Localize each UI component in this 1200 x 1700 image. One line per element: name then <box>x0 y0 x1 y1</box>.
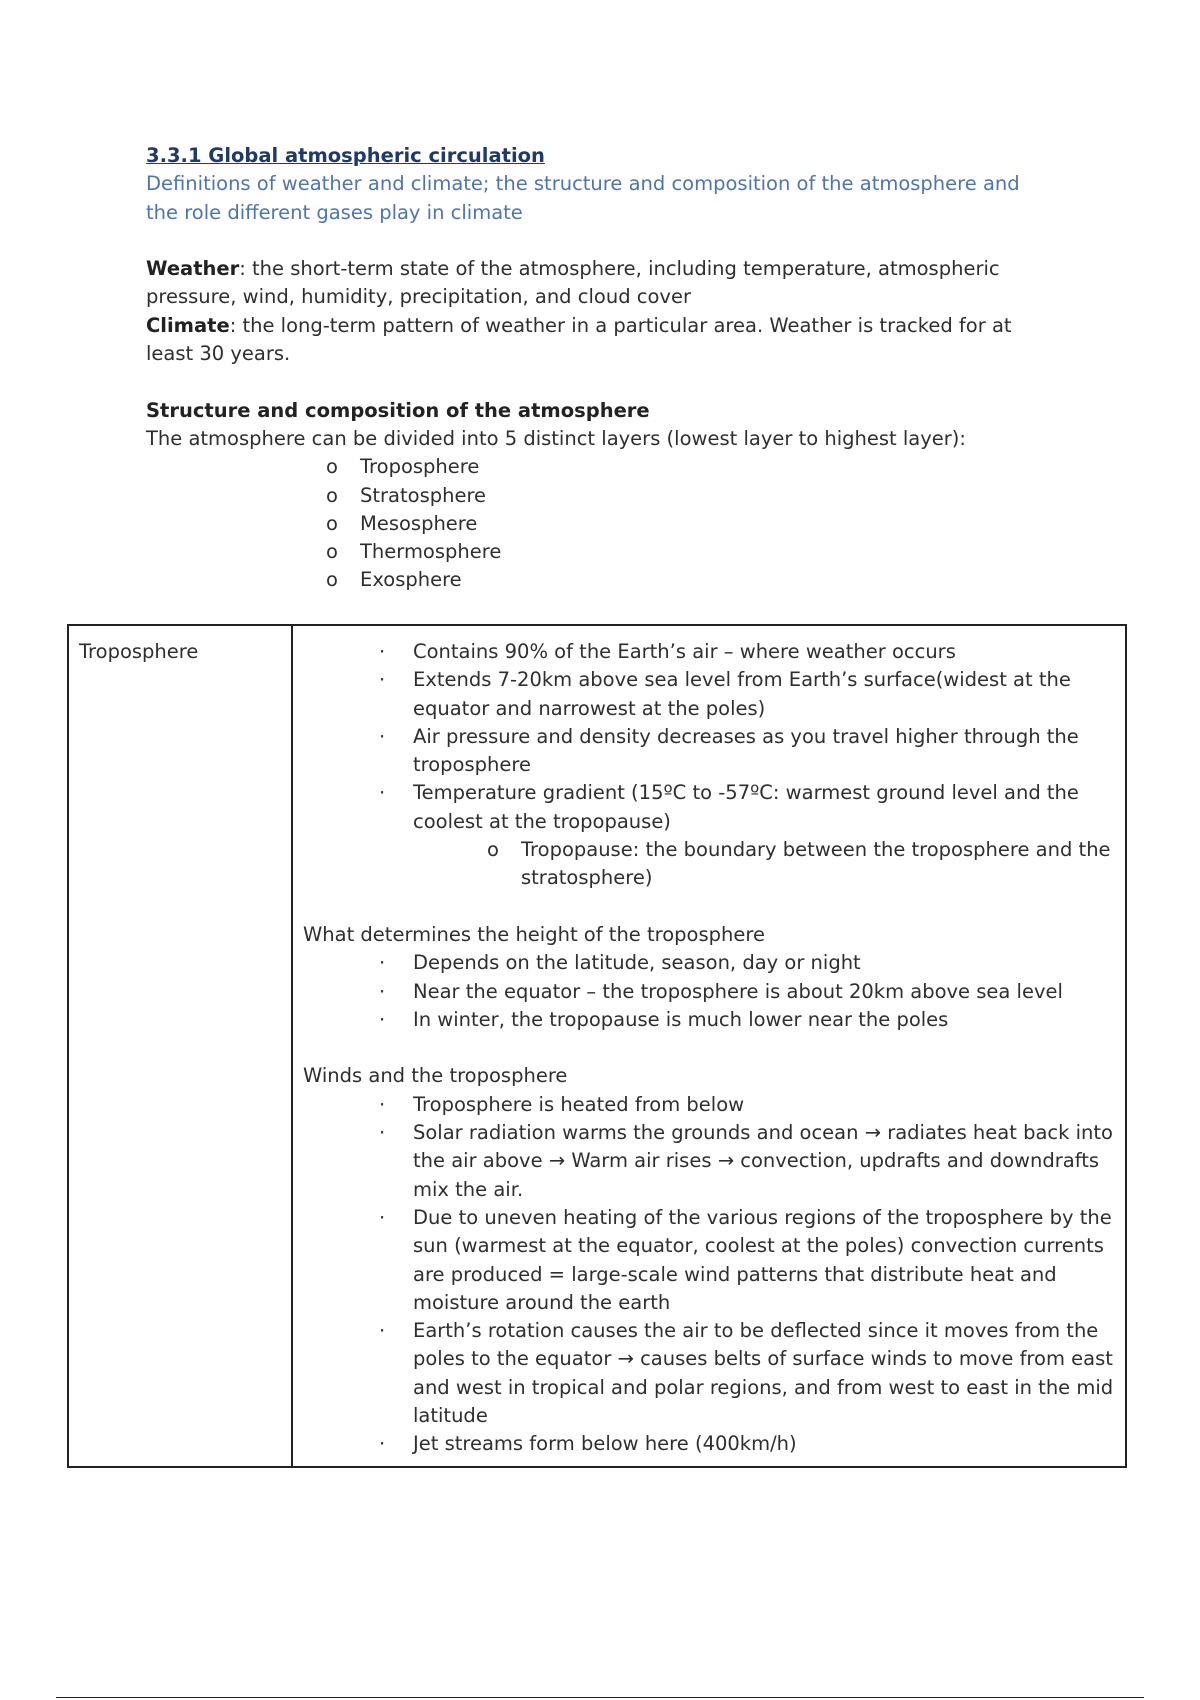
layer-bullet: o <box>326 568 338 592</box>
climate-definition-text: : the long-term pattern of weather in a particular area. Weather is tracked for at <box>229 313 1012 337</box>
troposphere-table <box>67 624 1127 1468</box>
layer-name: Stratosphere <box>360 483 487 507</box>
list-item: · Extends 7-20km above sea level from Earth’s surface(widest at the equator and narrowest at the poles) <box>413 666 1119 723</box>
height-heading: What determines the height of the troposphere <box>303 922 765 946</box>
weather-definition-cont: pressure, wind, humidity, precipitation, and cloud cover <box>146 285 691 309</box>
structure-heading: Structure and composition of the atmosphere <box>146 398 650 422</box>
list-item: · Earth’s rotation causes the air to be deflected since it moves from the poles to the equator → causes belts of surface winds to move from east and west in tropical and polar regions, and from west to east in the mid latitude <box>413 1317 1119 1430</box>
climate-term: Climate <box>146 313 230 337</box>
table-content-cell <box>292 625 1126 1467</box>
list-item: · Solar radiation warms the grounds and ocean → radiates heat back into the air above → Warm air rises → convection, updrafts and downdrafts mix the air. <box>413 1119 1119 1204</box>
winds-list <box>303 1091 1119 1459</box>
layers-list <box>146 453 1076 594</box>
layer-bullet: o <box>326 540 338 564</box>
layer-bullet: o <box>326 455 338 479</box>
winds-heading: Winds and the troposphere <box>303 1064 568 1088</box>
layer-bullet: o <box>326 483 338 507</box>
footer-divider <box>56 1697 1144 1698</box>
climate-definition <box>146 312 1076 340</box>
layer-name: Troposphere <box>360 455 480 479</box>
list-item: · Contains 90% of the Earth’s air – where weather occurs <box>413 638 1119 666</box>
table-row-label: Troposphere <box>79 640 199 663</box>
weather-term: Weather <box>146 257 240 281</box>
page-content <box>146 142 1076 595</box>
layer-item <box>326 482 1076 510</box>
layer-bullet: o <box>326 511 338 535</box>
layer-name: Thermosphere <box>360 540 502 564</box>
climate-definition-cont: least 30 years. <box>146 342 291 366</box>
tropopause-sublist <box>303 836 1119 893</box>
page-subtitle-line-1: Definitions of weather and climate; the structure and composition of the atmosphere and <box>146 172 1020 196</box>
page-title: 3.3.1 Global atmospheric circulation <box>146 144 545 167</box>
list-item: · Air pressure and density decreases as you travel higher through the troposphere <box>413 723 1119 780</box>
table-label-cell <box>68 625 292 1467</box>
list-item: · Troposphere is heated from below <box>413 1091 1119 1119</box>
layer-name: Mesosphere <box>360 511 478 535</box>
height-factors-list <box>303 949 1119 1034</box>
layer-item <box>326 538 1076 566</box>
list-item: · Depends on the latitude, season, day or night <box>413 949 1119 977</box>
layer-item <box>326 453 1076 481</box>
list-item: · Due to uneven heating of the various regions of the troposphere by the sun (warmest at the equator, coolest at the poles) convection currents are produced = large-scale wind patterns that distribute heat and moisture around the earth <box>413 1204 1119 1317</box>
table-row <box>68 625 1126 1467</box>
list-item: · Jet streams form below here (400km/h) <box>413 1430 1119 1458</box>
layer-item <box>326 510 1076 538</box>
list-item: · In winter, the tropopause is much lower near the poles <box>413 1006 1119 1034</box>
weather-definition <box>146 255 1076 283</box>
layer-item <box>326 566 1076 594</box>
layer-name: Exosphere <box>360 568 462 592</box>
page-subtitle-line-2: the role different gases play in climate <box>146 200 523 224</box>
structure-intro: The atmosphere can be divided into 5 distinct layers (lowest layer to highest layer): <box>146 426 966 450</box>
troposphere-facts-list <box>303 638 1119 836</box>
list-item: o Tropopause: the boundary between the troposphere and the stratosphere) <box>521 836 1119 893</box>
list-item: · Temperature gradient (15ºC to -57ºC: warmest ground level and the coolest at the tropopause) <box>413 779 1119 836</box>
weather-definition-text: : the short-term state of the atmosphere, including temperature, atmospheric <box>239 257 1000 281</box>
list-item: · Near the equator – the troposphere is about 20km above sea level <box>413 978 1119 1006</box>
